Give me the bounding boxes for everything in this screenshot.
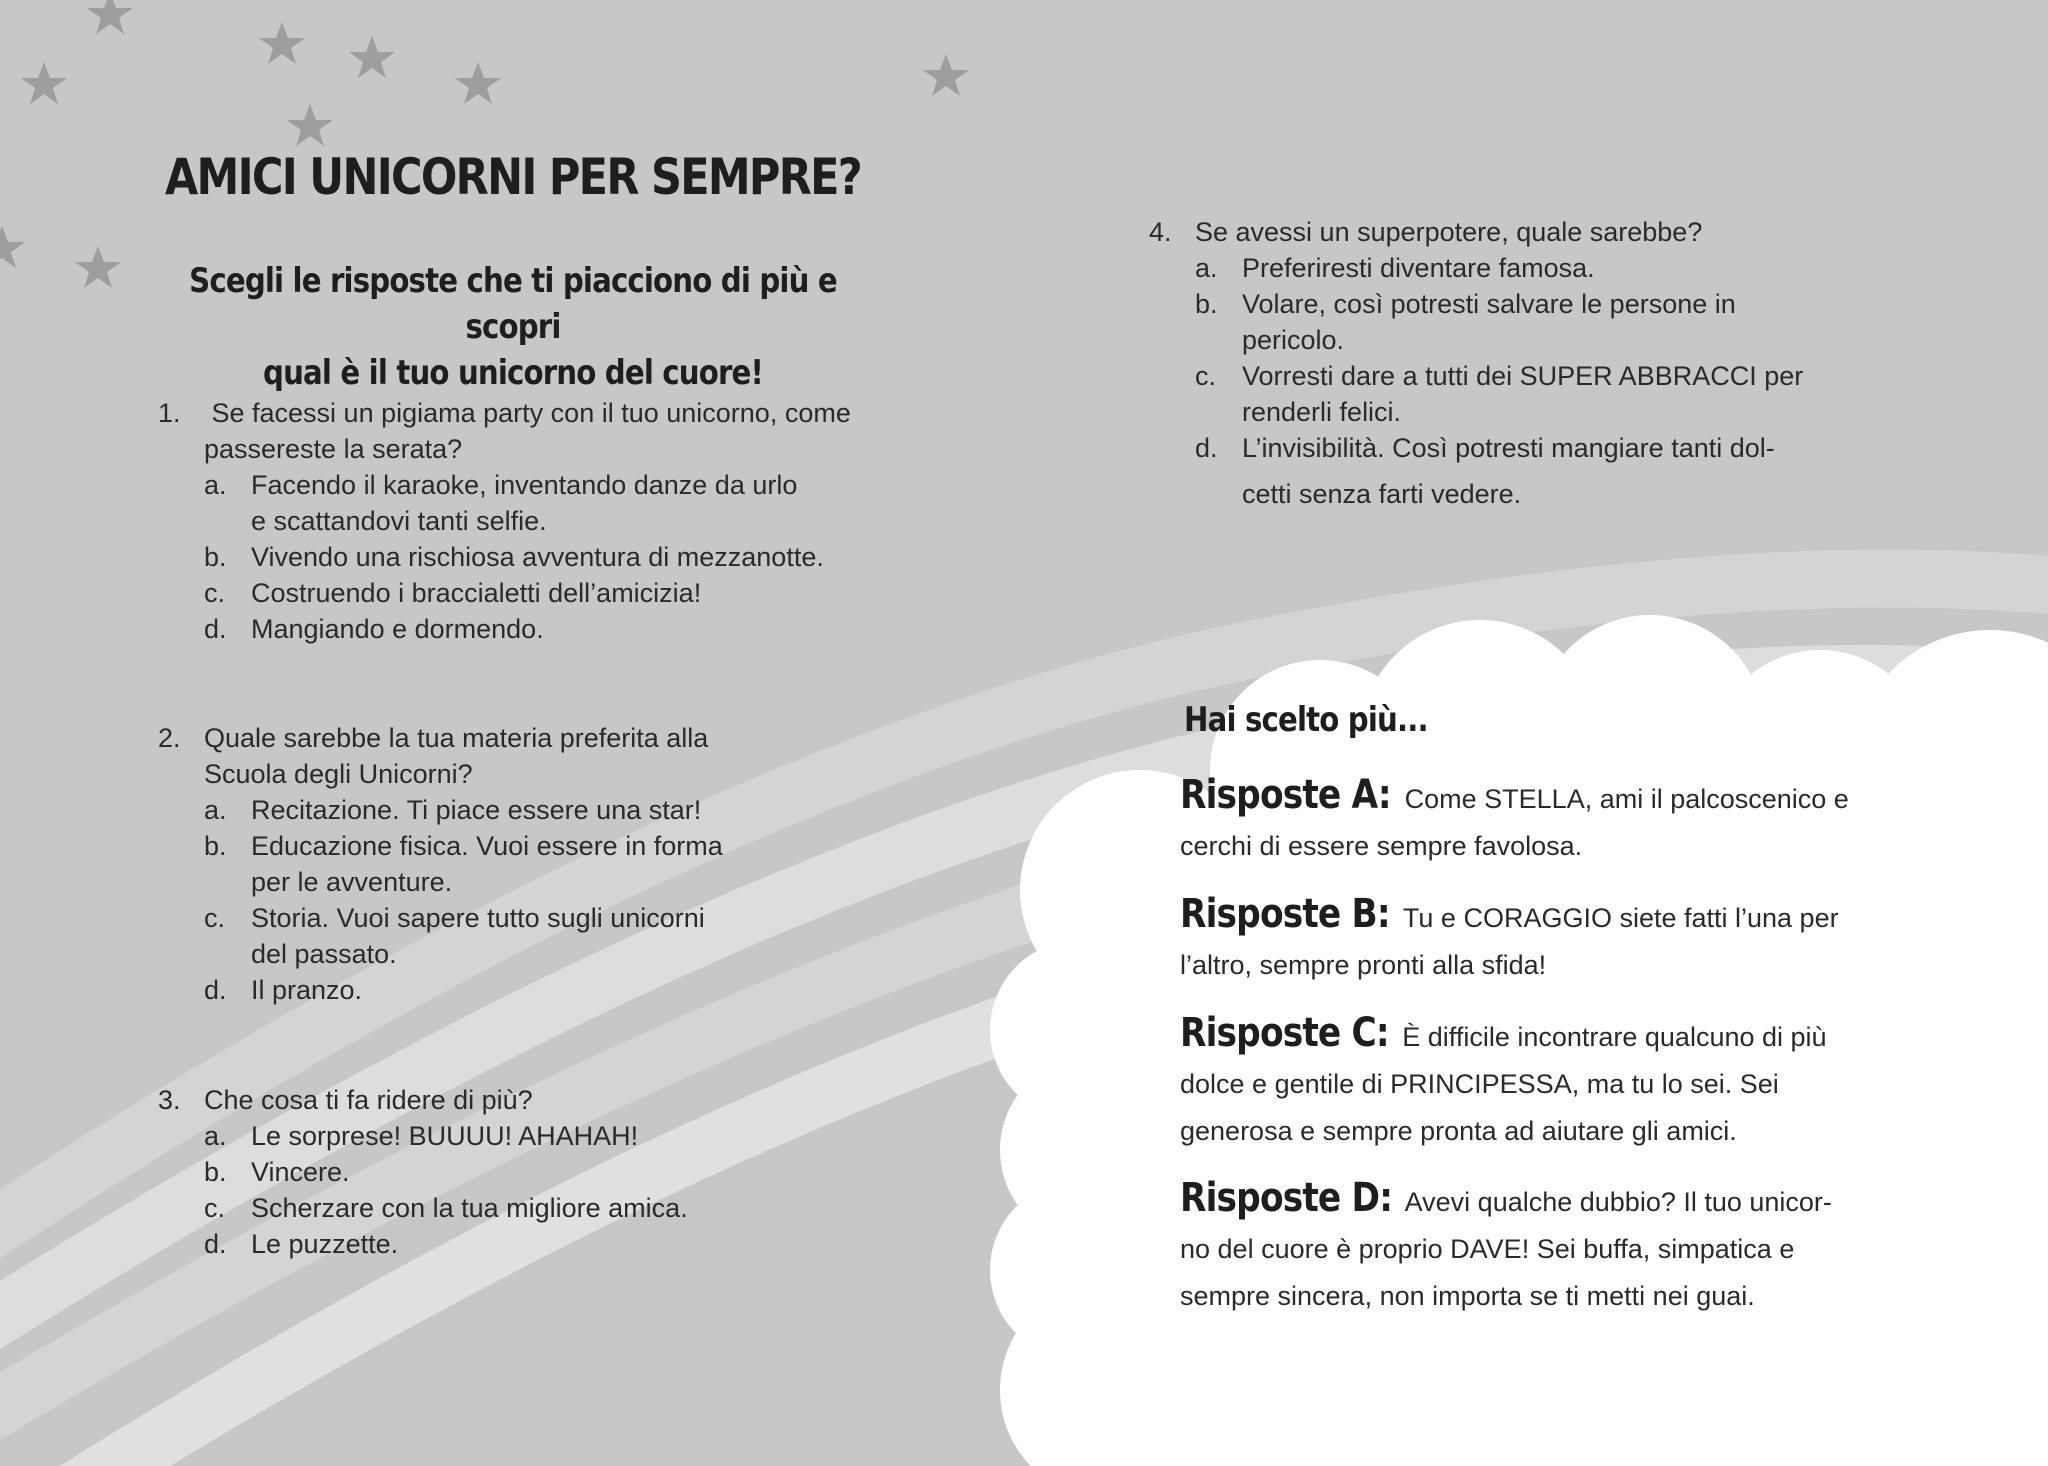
answer-option [158, 828, 918, 900]
option-text: Scherzare con la tua migliore amica. [251, 1193, 688, 1223]
result-text: no del cuore è proprio DAVE! Sei buffa, simpatica e [1180, 1234, 1795, 1264]
option-letter: c. [1195, 361, 1217, 391]
result-text: cerchi di essere sempre favolosa. [1180, 831, 1583, 861]
result-d [1180, 1175, 1870, 1320]
page-title: AMICI UNICORNI PER SEMPRE? [164, 148, 862, 206]
answer-option [158, 467, 918, 539]
result-text: Come STELLA, ami il palcoscenico e [1397, 784, 1849, 814]
answer-option [158, 1226, 918, 1262]
subtitle-line: qual è il tuo unicorno del cuore! [263, 353, 763, 393]
question-text-line: Se facessi un pigiama party con il tuo unicorno, come [204, 398, 851, 428]
option-text: Il pranzo. [251, 975, 363, 1005]
answer-list [1149, 250, 1909, 512]
option-letter: c. [204, 1193, 226, 1223]
option-letter: b. [204, 542, 227, 572]
answer-option [158, 792, 918, 828]
option-text: e scattandovi tanti selfie. [251, 506, 547, 536]
option-text: renderli felici. [1242, 397, 1402, 427]
option-text: pericolo. [1242, 325, 1345, 355]
question-text [204, 1082, 918, 1118]
result-c [1180, 1010, 1870, 1155]
result-text: sempre sincera, non importa se ti metti nei guai. [1180, 1281, 1755, 1311]
option-text: Costruendo i braccialetti dell’amicizia! [251, 578, 702, 608]
result-text: generosa e sempre pronta ad aiutare gli amici. [1180, 1116, 1737, 1146]
option-text: Le puzzette. [251, 1229, 399, 1259]
option-text: Vincere. [251, 1157, 350, 1187]
question-text [204, 395, 918, 467]
answer-list [158, 792, 918, 1008]
answer-option [158, 539, 918, 575]
answer-option [158, 1154, 918, 1190]
option-text: Mangiando e dormendo. [251, 614, 544, 644]
option-letter: b. [1195, 289, 1218, 319]
answer-option [1149, 250, 1909, 286]
question-number: 3. [158, 1085, 181, 1115]
answer-option [158, 1190, 918, 1226]
result-label: Risposte C: [1180, 1010, 1389, 1056]
answer-option [158, 611, 918, 647]
answer-option [158, 972, 918, 1008]
option-text: Facendo il karaoke, inventando danze da urlo [251, 470, 798, 500]
option-text: Preferiresti diventare famosa. [1242, 253, 1595, 283]
question-text [204, 720, 918, 792]
option-letter: a. [1195, 253, 1218, 283]
page-subtitle [158, 258, 868, 396]
option-letter: b. [204, 831, 227, 861]
result-text: dolce e gentile di PRINCIPESSA, ma tu lo sei. Sei [1180, 1069, 1779, 1099]
option-letter: d. [204, 975, 227, 1005]
option-letter: c. [204, 578, 226, 608]
result-label: Risposte D: [1180, 1175, 1393, 1221]
result-label: Risposte A: [1180, 772, 1391, 818]
option-letter: a. [204, 470, 227, 500]
result-a [1180, 772, 1870, 870]
question-3 [158, 1082, 918, 1262]
option-letter: a. [204, 1121, 227, 1151]
answer-option [1149, 286, 1909, 358]
answer-option [1149, 358, 1909, 430]
option-text: Recitazione. Ti piace essere una star! [251, 795, 702, 825]
result-text: Avevi qualche dubbio? Il tuo unicor- [1398, 1187, 1832, 1217]
option-text: cetti senza farti vedere. [1242, 479, 1522, 509]
option-letter: c. [204, 903, 226, 933]
option-text: per le avventure. [251, 867, 453, 897]
result-text: È difficile incontrare qualcuno di più [1394, 1022, 1827, 1052]
option-text: Vivendo una rischiosa avventura di mezzanotte. [251, 542, 824, 572]
question-number: 2. [158, 723, 181, 753]
question-text-line: Che cosa ti fa ridere di più? [204, 1085, 533, 1115]
question-text-line: passereste la serata? [204, 434, 463, 464]
question-2 [158, 720, 918, 1008]
question-text [1195, 214, 1909, 250]
option-text: del passato. [251, 939, 397, 969]
result-text: l’altro, sempre pronti alla sfida! [1180, 950, 1547, 980]
subtitle-line: Scegli le risposte che ti piacciono di più e scopri [189, 261, 837, 347]
option-text: Le sorprese! BUUUU! AHAHAH! [251, 1121, 639, 1151]
option-text: L’invisibilità. Così potresti mangiare tanti dol- [1242, 433, 1775, 463]
question-number: 4. [1149, 217, 1172, 247]
question-text-line: Quale sarebbe la tua materia preferita alla [204, 723, 709, 753]
answer-option [158, 1118, 918, 1154]
question-4 [1149, 214, 1909, 512]
question-text-line: Scuola degli Unicorni? [204, 759, 473, 789]
result-label: Risposte B: [1180, 891, 1390, 937]
option-letter: b. [204, 1157, 227, 1187]
answer-list [158, 467, 918, 647]
question-text-line: Se avessi un superpotere, quale sarebbe? [1195, 217, 1703, 247]
answer-list [158, 1118, 918, 1262]
results-heading: Hai scelto più... [1184, 700, 1428, 740]
question-1 [158, 395, 918, 647]
result-b [1180, 891, 1870, 989]
option-letter: a. [204, 795, 227, 825]
option-text: Educazione fisica. Vuoi essere in forma [251, 831, 723, 861]
answer-option [158, 575, 918, 611]
option-text: Vorresti dare a tutti dei SUPER ABBRACCI per [1242, 361, 1804, 391]
result-text: Tu e CORAGGIO siete fatti l’una per [1395, 903, 1839, 933]
option-letter: d. [204, 614, 227, 644]
answer-option [158, 900, 918, 972]
question-number: 1. [158, 398, 181, 428]
option-text: Storia. Vuoi sapere tutto sugli unicorni [251, 903, 705, 933]
answer-option [1149, 430, 1909, 512]
option-text: Volare, così potresti salvare le persone in [1242, 289, 1736, 319]
option-letter: d. [204, 1229, 227, 1259]
option-letter: d. [1195, 433, 1218, 463]
